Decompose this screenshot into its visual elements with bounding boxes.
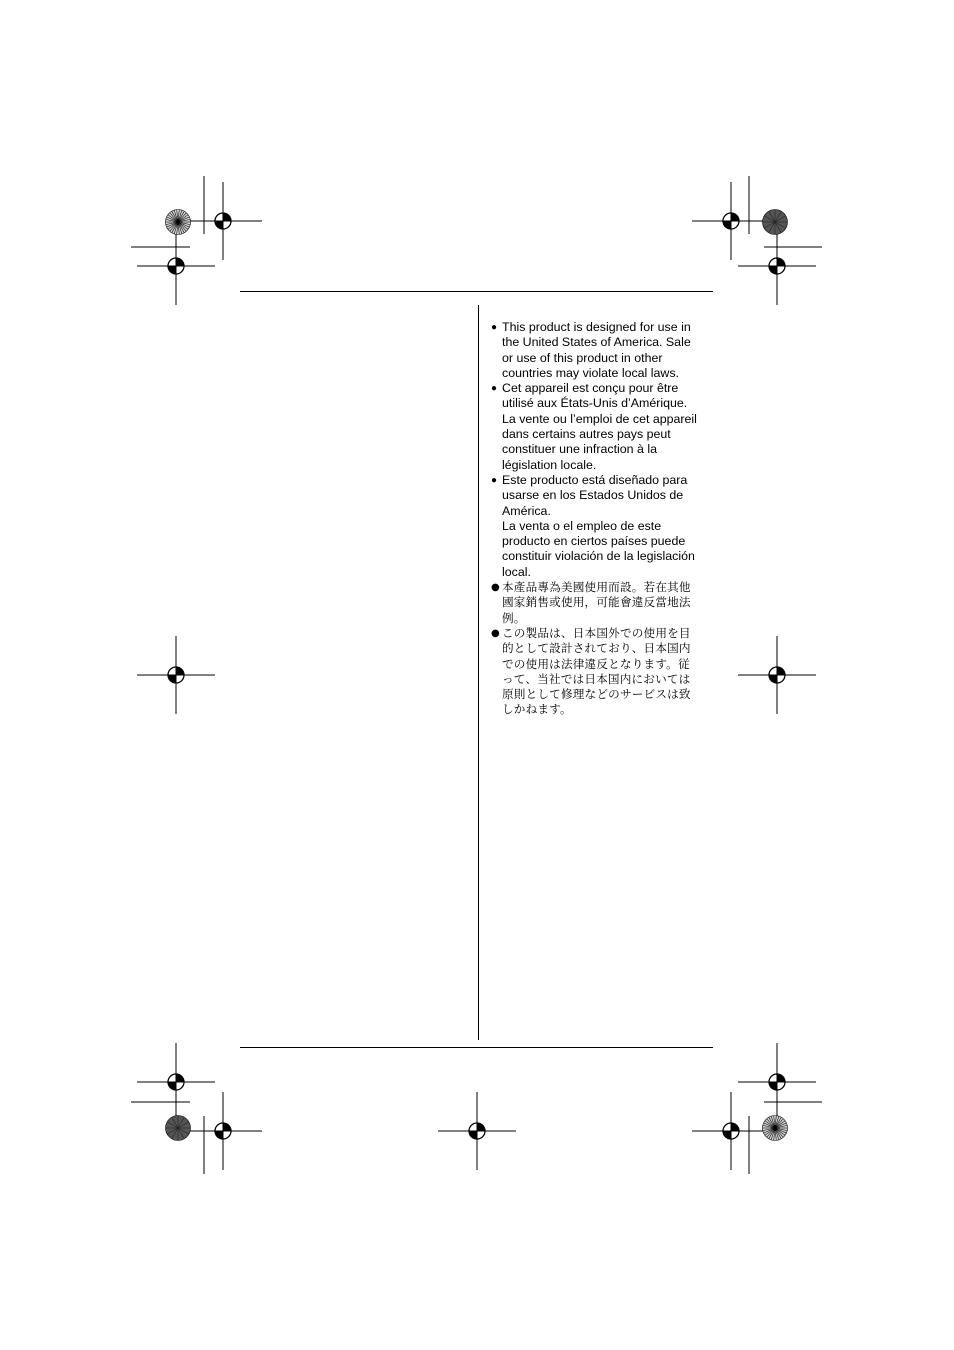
top-rule: [240, 291, 713, 292]
color-bar-starburst-icon: [763, 210, 788, 235]
note-text: この製品は、日本国外での使用を目 的として設計されており、日本国内 での使用は法律違反となります。従 って、当社では日本国内においては 原則として修理などのサービスは致 しかねます。: [502, 625, 691, 717]
bullet-icon: ●: [491, 322, 498, 333]
color-bar-starburst-icon: [166, 1116, 191, 1141]
bottom-rule: [240, 1047, 713, 1048]
regional-use-notes: [491, 320, 716, 718]
note-english: [491, 320, 716, 381]
registration-mark-icon: [137, 1043, 215, 1121]
column-divider: [478, 305, 479, 1040]
note-text: Cet appareil est conçu pour être utilisé aux États-Unis d’Amérique. La vente ou l’emploi de cet appareil dans certains autres pays peut constituer une infraction à la législation locale.: [502, 381, 697, 472]
registration-mark-icon: [438, 1092, 516, 1170]
bullet-icon: ●: [491, 582, 500, 594]
registration-mark-icon: [184, 182, 262, 260]
registration-mark-icon: [738, 636, 816, 714]
note-french: [491, 381, 716, 473]
bullet-icon: ●: [491, 383, 498, 395]
registration-mark-icon: [692, 182, 770, 260]
color-bar-starburst-icon: [763, 1116, 788, 1141]
note-text: 本產品專為美國使用而設。若在其他 國家銷售或使用，可能會違反當地法 例。: [502, 580, 691, 625]
registration-mark-icon: [738, 1043, 816, 1121]
registration-mark-icon: [692, 1092, 770, 1170]
registration-mark-icon: [137, 227, 215, 305]
color-bar-starburst-icon: [166, 210, 191, 235]
note-japanese: [491, 626, 716, 718]
bullet-icon: ●: [491, 474, 498, 486]
note-text: Este producto está diseñado para usarse en los Estados Unidos de América. La venta o el empleo de este producto en ciertos países puede constituir violación de la legislación local.: [502, 472, 695, 579]
note-spanish: [491, 473, 716, 580]
registration-mark-icon: [738, 227, 816, 305]
registration-mark-icon: [184, 1092, 262, 1170]
note-text: This product is designed for use in the United States of America. Sale or use of this product in other countries may violate local laws.: [502, 320, 691, 380]
note-chinese: [491, 580, 716, 626]
bullet-icon: ●: [491, 627, 500, 639]
registration-mark-icon: [137, 636, 215, 714]
